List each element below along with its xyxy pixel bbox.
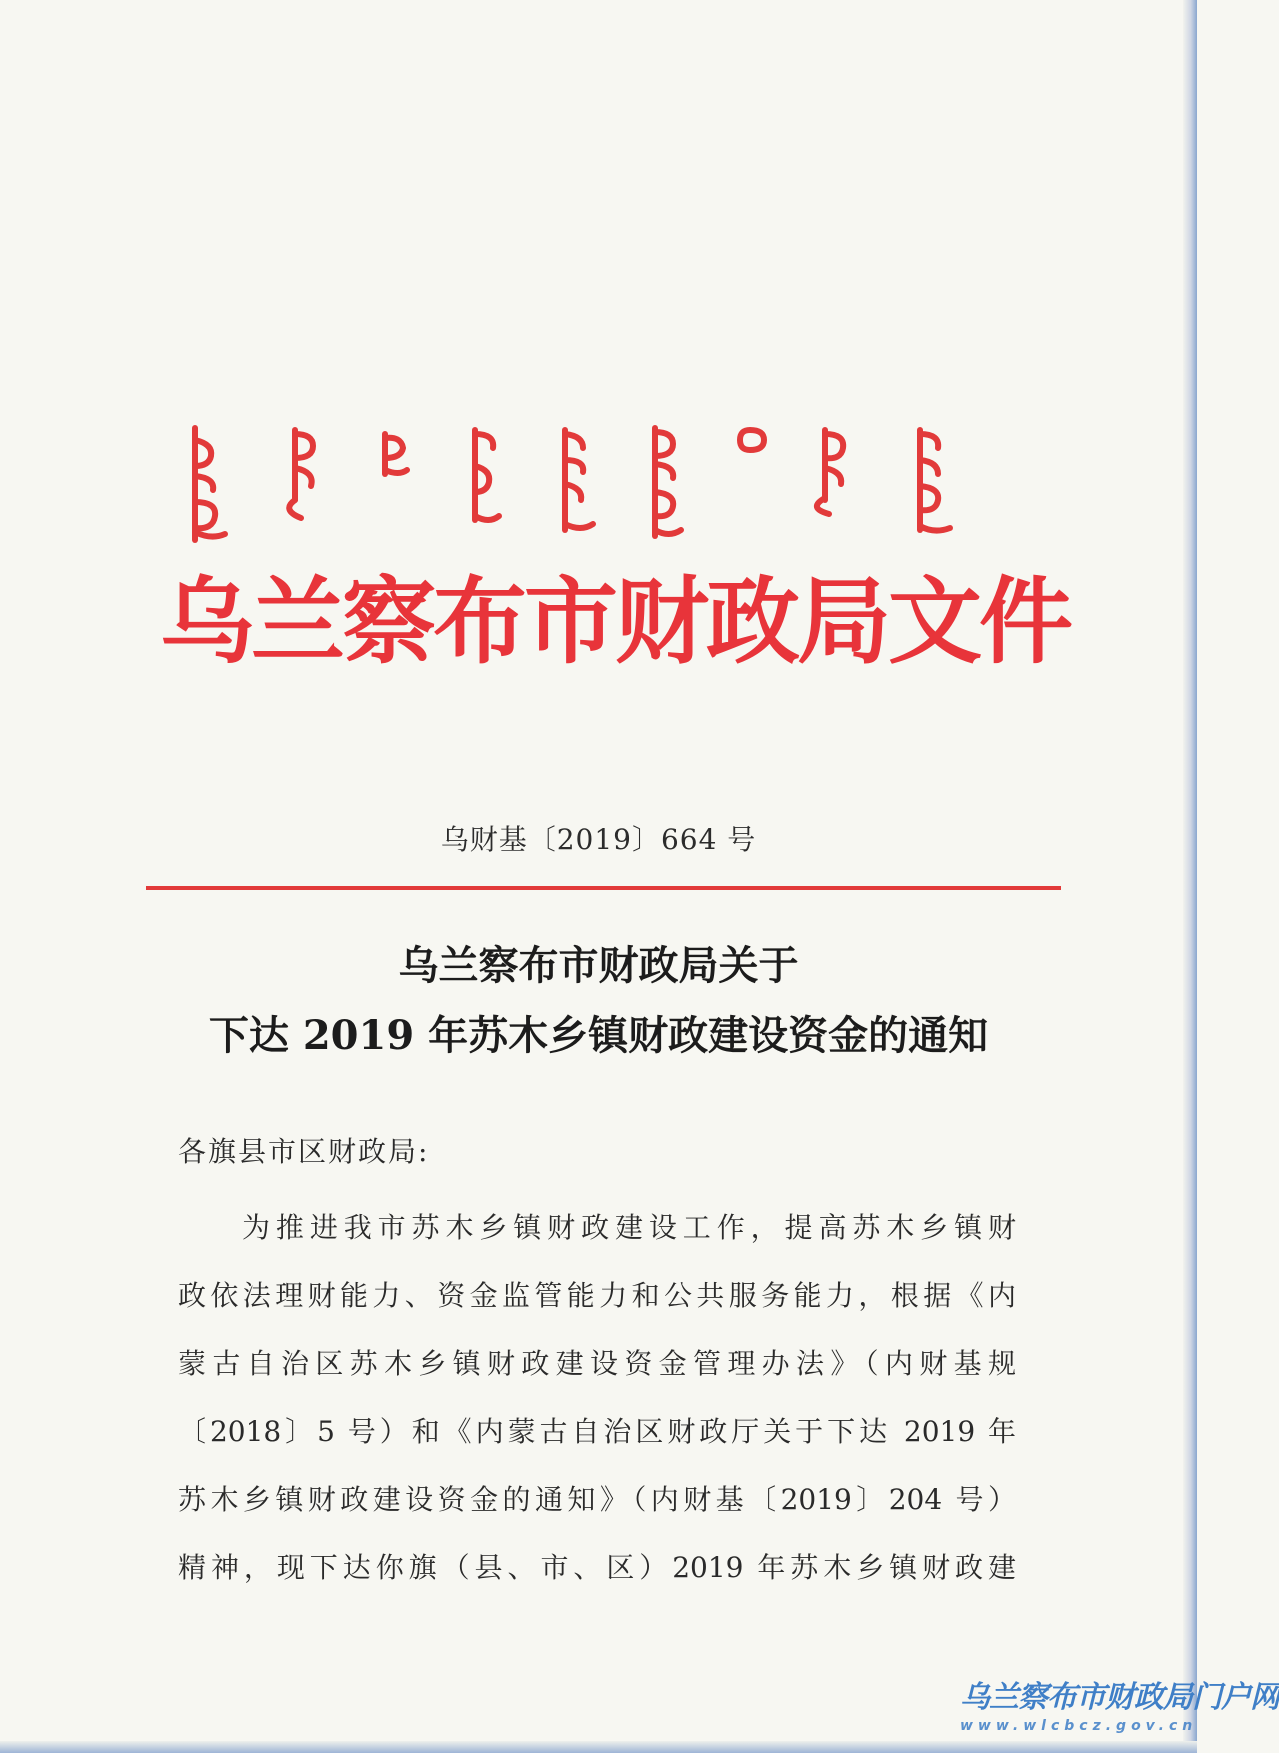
red-divider [146, 886, 1061, 890]
site-watermark [960, 1672, 1279, 1734]
notice-title-line-2: 下达 2019 年苏木乡镇财政建设资金的通知 [208, 1012, 989, 1059]
scan-edge-bottom [0, 1741, 1197, 1753]
body-line: 精神，现下达你旗（县、市、区）2019 年苏木乡镇财政建 [178, 1551, 1016, 1584]
document-number: 乌财基〔2019〕664 号 [440, 823, 757, 856]
notice-title-line-1: 乌兰察布市财政局关于 [398, 942, 799, 989]
mongolian-script-header [185, 420, 1015, 550]
body-line: 苏木乡镇财政建设资金的通知》（内财基〔2019〕204 号） [178, 1483, 1016, 1516]
scan-edge-right [1183, 0, 1197, 1753]
watermark-title: 乌兰察布市财政局门户网 [960, 1680, 1279, 1715]
body-line: 政依法理财能力、资金监管能力和公共服务能力，根据《内 [178, 1279, 1016, 1312]
salutation: 各旗县市区财政局: [178, 1135, 430, 1168]
body-line: 〔2018〕5 号）和《内蒙古自治区财政厅关于下达 2019 年 [178, 1415, 1016, 1448]
body-line: 为推进我市苏木乡镇财政建设工作，提高苏木乡镇财 [242, 1211, 1016, 1244]
body-line: 蒙古自治区苏木乡镇财政建设资金管理办法》（内财基规 [178, 1347, 1016, 1380]
watermark-url: www.wlcbcz.gov.cn [960, 1718, 1198, 1734]
masthead-title: 乌兰察布市财政局文件 [160, 568, 1071, 677]
